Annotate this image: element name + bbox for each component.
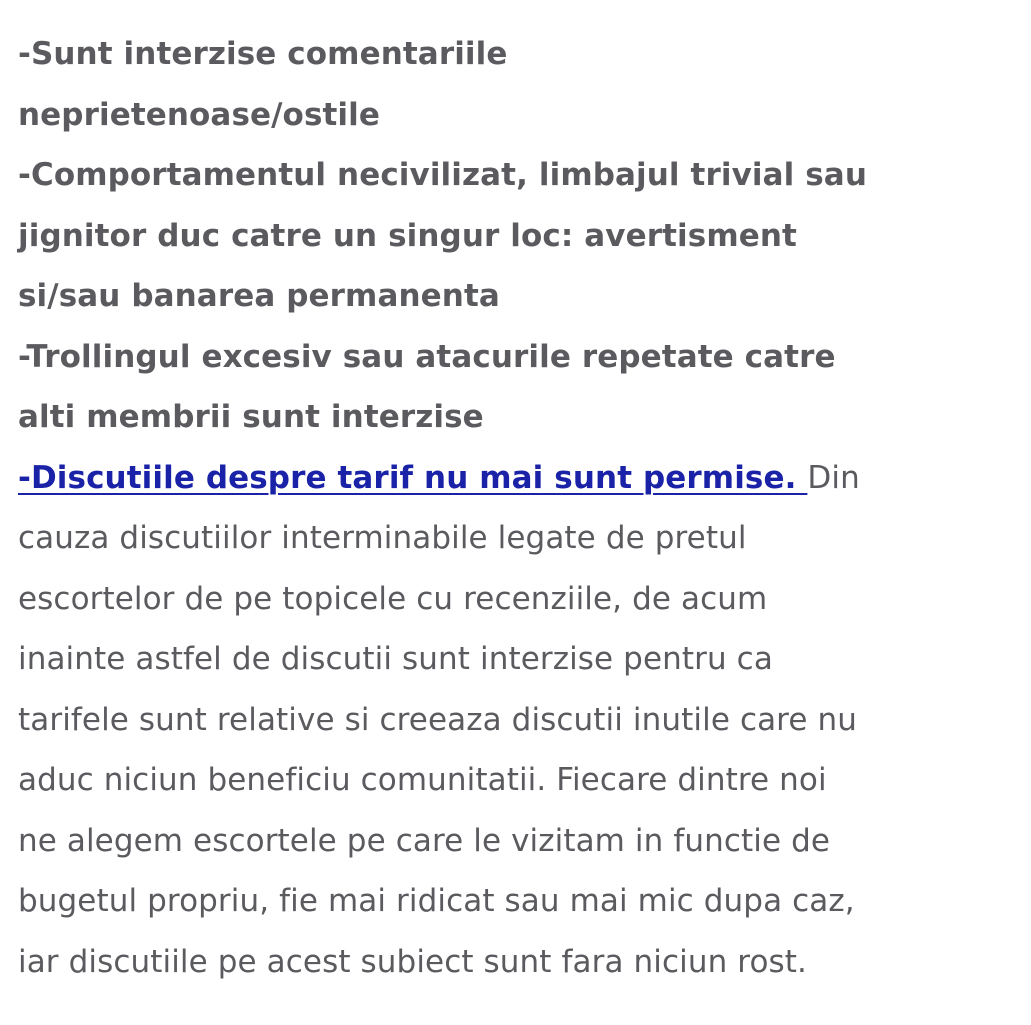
tariff-rule-line: escortelor de pe topicele cu recenziile, de acum [18,580,768,617]
tariff-rule-first-line [18,448,1018,509]
rule-line: -Sunt interzise comentariile [18,36,508,72]
tariff-rule-line: aduc niciun beneficiu comunitatii. Fiecare dintre noi [18,762,827,798]
tariff-rule-line: tarifele sunt relative si creeaza discutii inutile care nu [18,701,857,738]
forum-rules-text [18,24,1018,992]
tariff-rule-link[interactable]: -Discutiile despre tarif nu mai sunt permise. [18,459,808,496]
rule-line: -Trollingul excesiv sau atacurile repetate catre [18,338,836,375]
tariff-rule-line: cauza discutiilor interminabile legate de pretul [18,520,747,556]
tariff-rule-line: iar discutiile pe acest subiect sunt fara niciun rost. [18,943,807,980]
tariff-rule-line: bugetul propriu, fie mai ridicat sau mai mic dupa caz, [18,883,855,919]
tariff-rule-text: Din [807,459,860,496]
tariff-rule-line: ne alegem escortele pe care le vizitam in functie de [18,822,831,859]
rule-line: jignitor duc catre un singur loc: avertisment [18,217,797,254]
rule-line: neprietenoase/ostile [18,96,380,133]
rule-line: alti membrii sunt interzise [18,399,484,435]
rule-line: si/sau banarea permanenta [18,278,500,314]
tariff-rule-line: inainte astfel de discutii sunt interzise pentru ca [18,641,773,677]
rule-line: -Comportamentul necivilizat, limbajul trivial sau [18,157,867,193]
